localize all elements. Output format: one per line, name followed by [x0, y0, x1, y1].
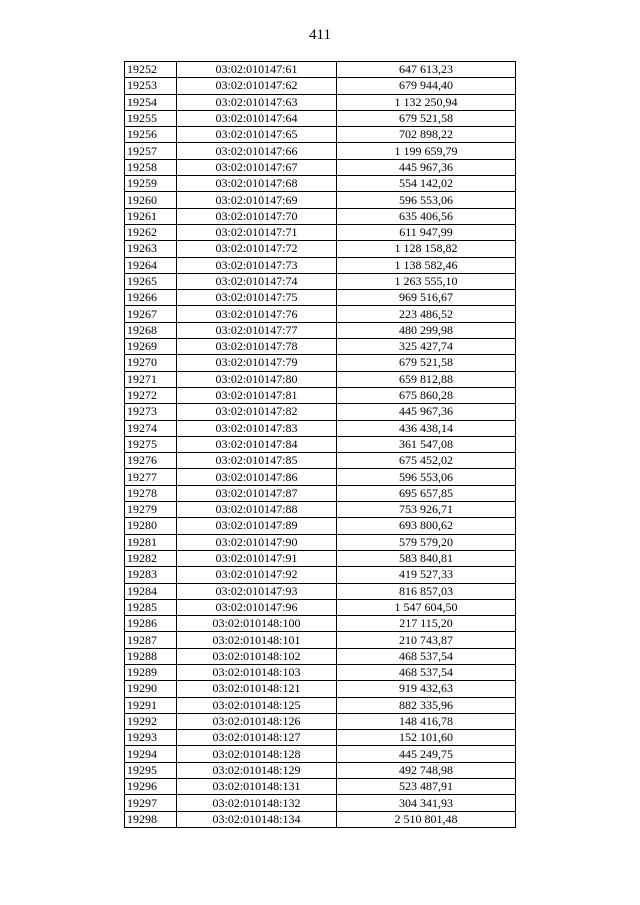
cadastral-number-cell: 03:02:010147:75: [177, 290, 337, 306]
cadastral-value-cell: 468 537,54: [337, 648, 516, 664]
table-row: [125, 599, 516, 615]
cadastral-value-cell: 753 926,71: [337, 502, 516, 518]
cadastral-number-cell: 03:02:010148:127: [177, 730, 337, 746]
table-row: [125, 420, 516, 436]
table-row: [125, 730, 516, 746]
table-row: [125, 62, 516, 78]
cadastral-number-cell: 03:02:010148:103: [177, 664, 337, 680]
row-number-cell: 19284: [125, 583, 177, 599]
cadastral-value-cell: 679 944,40: [337, 78, 516, 94]
cadastral-value-cell: 419 527,33: [337, 567, 516, 583]
row-number-cell: 19273: [125, 404, 177, 420]
cadastral-number-cell: 03:02:010148:121: [177, 681, 337, 697]
row-number-cell: 19260: [125, 192, 177, 208]
row-number-cell: 19256: [125, 127, 177, 143]
cadastral-value-cell: 554 142,02: [337, 176, 516, 192]
row-number-cell: 19268: [125, 322, 177, 338]
table-row: [125, 306, 516, 322]
cadastral-number-cell: 03:02:010148:125: [177, 697, 337, 713]
table-row: [125, 485, 516, 501]
cadastral-value-cell: 492 748,98: [337, 762, 516, 778]
table-row: [125, 290, 516, 306]
cadastral-value-cell: 882 335,96: [337, 697, 516, 713]
cadastral-value-cell: 919 432,63: [337, 681, 516, 697]
cadastral-number-cell: 03:02:010147:79: [177, 355, 337, 371]
row-number-cell: 19278: [125, 485, 177, 501]
table-row: [125, 713, 516, 729]
cadastral-value-cell: 579 579,20: [337, 534, 516, 550]
table-row: [125, 436, 516, 452]
row-number-cell: 19293: [125, 730, 177, 746]
cadastral-number-cell: 03:02:010147:96: [177, 599, 337, 615]
cadastral-number-cell: 03:02:010148:126: [177, 713, 337, 729]
cadastral-number-cell: 03:02:010148:129: [177, 762, 337, 778]
cadastral-value-cell: 480 299,98: [337, 322, 516, 338]
row-number-cell: 19292: [125, 713, 177, 729]
cadastral-value-cell: 152 101,60: [337, 730, 516, 746]
cadastral-number-cell: 03:02:010147:62: [177, 78, 337, 94]
row-number-cell: 19265: [125, 273, 177, 289]
cadastral-value-cell: 445 249,75: [337, 746, 516, 762]
cadastral-value-cell: 675 860,28: [337, 387, 516, 403]
cadastral-number-cell: 03:02:010148:102: [177, 648, 337, 664]
cadastral-value-cell: 1 199 659,79: [337, 143, 516, 159]
table-row: [125, 762, 516, 778]
table-row: [125, 550, 516, 566]
cadastral-value-cell: 210 743,87: [337, 632, 516, 648]
row-number-cell: 19275: [125, 436, 177, 452]
cadastral-number-cell: 03:02:010147:70: [177, 208, 337, 224]
cadastral-value-cell: 1 547 604,50: [337, 599, 516, 615]
row-number-cell: 19285: [125, 599, 177, 615]
table-row: [125, 257, 516, 273]
cadastral-value-cell: 1 263 555,10: [337, 273, 516, 289]
cadastral-number-cell: 03:02:010148:101: [177, 632, 337, 648]
cadastral-value-cell: 361 547,08: [337, 436, 516, 452]
cadastral-number-cell: 03:02:010147:74: [177, 273, 337, 289]
cadastral-value-cell: 647 613,23: [337, 62, 516, 78]
row-number-cell: 19283: [125, 567, 177, 583]
row-number-cell: 19257: [125, 143, 177, 159]
table-row: [125, 583, 516, 599]
table-row: [125, 664, 516, 680]
table-row: [125, 273, 516, 289]
cadastral-number-cell: 03:02:010147:81: [177, 387, 337, 403]
cadastral-number-cell: 03:02:010147:82: [177, 404, 337, 420]
table-row: [125, 681, 516, 697]
cadastral-number-cell: 03:02:010147:76: [177, 306, 337, 322]
row-number-cell: 19294: [125, 746, 177, 762]
row-number-cell: 19277: [125, 469, 177, 485]
cadastral-number-cell: 03:02:010147:85: [177, 453, 337, 469]
table-row: [125, 453, 516, 469]
table-row: [125, 94, 516, 110]
row-number-cell: 19291: [125, 697, 177, 713]
cadastral-value-cell: 816 857,03: [337, 583, 516, 599]
cadastral-value-cell: 148 416,78: [337, 713, 516, 729]
page-number: 411: [309, 27, 331, 43]
table-row: [125, 502, 516, 518]
cadastral-number-cell: 03:02:010147:64: [177, 110, 337, 126]
cadastral-number-cell: 03:02:010147:80: [177, 371, 337, 387]
row-number-cell: 19290: [125, 681, 177, 697]
table-row: [125, 616, 516, 632]
cadastral-value-cell: 445 967,36: [337, 159, 516, 175]
cadastral-number-cell: 03:02:010147:88: [177, 502, 337, 518]
cadastral-number-cell: 03:02:010148:128: [177, 746, 337, 762]
row-number-cell: 19255: [125, 110, 177, 126]
cadastral-number-cell: 03:02:010147:67: [177, 159, 337, 175]
table-row: [125, 78, 516, 94]
cadastral-number-cell: 03:02:010147:65: [177, 127, 337, 143]
cadastral-number-cell: 03:02:010147:87: [177, 485, 337, 501]
cadastral-value-cell: 679 521,58: [337, 110, 516, 126]
cadastral-number-cell: 03:02:010147:92: [177, 567, 337, 583]
cadastral-number-cell: 03:02:010147:69: [177, 192, 337, 208]
row-number-cell: 19295: [125, 762, 177, 778]
table-row: [125, 241, 516, 257]
cadastral-number-cell: 03:02:010147:89: [177, 518, 337, 534]
row-number-cell: 19252: [125, 62, 177, 78]
table-row: [125, 127, 516, 143]
cadastral-value-cell: 223 486,52: [337, 306, 516, 322]
cadastral-value-cell: 217 115,20: [337, 616, 516, 632]
row-number-cell: 19254: [125, 94, 177, 110]
table-row: [125, 339, 516, 355]
row-number-cell: 19289: [125, 664, 177, 680]
cadastral-value-cell: 325 427,74: [337, 339, 516, 355]
table-row: [125, 208, 516, 224]
row-number-cell: 19276: [125, 453, 177, 469]
table-row: [125, 224, 516, 240]
cadastral-value-cell: 693 800,62: [337, 518, 516, 534]
table-row: [125, 632, 516, 648]
cadastral-number-cell: 03:02:010147:68: [177, 176, 337, 192]
cadastral-number-cell: 03:02:010147:93: [177, 583, 337, 599]
cadastral-value-cell: 1 128 158,82: [337, 241, 516, 257]
row-number-cell: 19274: [125, 420, 177, 436]
row-number-cell: 19279: [125, 502, 177, 518]
table-row: [125, 534, 516, 550]
table-row: [125, 795, 516, 811]
cadastral-number-cell: 03:02:010148:131: [177, 779, 337, 795]
cadastral-number-cell: 03:02:010147:66: [177, 143, 337, 159]
table-row: [125, 387, 516, 403]
cadastral-value-cell: 969 516,67: [337, 290, 516, 306]
cadastral-number-cell: 03:02:010147:86: [177, 469, 337, 485]
cadastral-number-cell: 03:02:010148:134: [177, 811, 337, 827]
cadastral-number-cell: 03:02:010147:84: [177, 436, 337, 452]
table-row: [125, 469, 516, 485]
table-row: [125, 779, 516, 795]
table-row: [125, 518, 516, 534]
cadastral-value-cell: 523 487,91: [337, 779, 516, 795]
cadastral-value-cell: 304 341,93: [337, 795, 516, 811]
table-row: [125, 648, 516, 664]
row-number-cell: 19263: [125, 241, 177, 257]
row-number-cell: 19286: [125, 616, 177, 632]
cadastral-value-cell: 1 132 250,94: [337, 94, 516, 110]
table-row: [125, 567, 516, 583]
row-number-cell: 19272: [125, 387, 177, 403]
row-number-cell: 19296: [125, 779, 177, 795]
table-row: [125, 110, 516, 126]
cadastral-value-cell: 679 521,58: [337, 355, 516, 371]
row-number-cell: 19261: [125, 208, 177, 224]
cadastral-value-cell: 468 537,54: [337, 664, 516, 680]
cadastral-value-cell: 695 657,85: [337, 485, 516, 501]
cadastral-number-cell: 03:02:010148:132: [177, 795, 337, 811]
cadastral-number-cell: 03:02:010147:90: [177, 534, 337, 550]
cadastral-value-cell: 702 898,22: [337, 127, 516, 143]
cadastral-value-cell: 596 553,06: [337, 469, 516, 485]
row-number-cell: 19264: [125, 257, 177, 273]
cadastral-value-cell: 611 947,99: [337, 224, 516, 240]
table-row: [125, 159, 516, 175]
cadastral-value-cell: 596 553,06: [337, 192, 516, 208]
table-row: [125, 143, 516, 159]
cadastral-value-cell: 436 438,14: [337, 420, 516, 436]
table-row: [125, 697, 516, 713]
row-number-cell: 19258: [125, 159, 177, 175]
table-row: [125, 192, 516, 208]
cadastral-value-cell: 445 967,36: [337, 404, 516, 420]
table-row: [125, 355, 516, 371]
row-number-cell: 19281: [125, 534, 177, 550]
row-number-cell: 19262: [125, 224, 177, 240]
row-number-cell: 19267: [125, 306, 177, 322]
cadastral-value-cell: 635 406,56: [337, 208, 516, 224]
table-row: [125, 811, 516, 827]
row-number-cell: 19287: [125, 632, 177, 648]
row-number-cell: 19259: [125, 176, 177, 192]
cadastral-number-cell: 03:02:010147:72: [177, 241, 337, 257]
row-number-cell: 19297: [125, 795, 177, 811]
cadastral-number-cell: 03:02:010148:100: [177, 616, 337, 632]
table-row: [125, 404, 516, 420]
cadastral-value-cell: 659 812,88: [337, 371, 516, 387]
row-number-cell: 19298: [125, 811, 177, 827]
cadastral-number-cell: 03:02:010147:83: [177, 420, 337, 436]
table-row: [125, 176, 516, 192]
cadastral-value-cell: 2 510 801,48: [337, 811, 516, 827]
table-row: [125, 746, 516, 762]
row-number-cell: 19280: [125, 518, 177, 534]
table-row: [125, 371, 516, 387]
cadastral-value-table: [124, 61, 516, 828]
row-number-cell: 19270: [125, 355, 177, 371]
table-body: [125, 62, 516, 828]
row-number-cell: 19253: [125, 78, 177, 94]
cadastral-number-cell: 03:02:010147:61: [177, 62, 337, 78]
cadastral-value-cell: 583 840,81: [337, 550, 516, 566]
cadastral-number-cell: 03:02:010147:63: [177, 94, 337, 110]
cadastral-number-cell: 03:02:010147:71: [177, 224, 337, 240]
cadastral-number-cell: 03:02:010147:91: [177, 550, 337, 566]
cadastral-value-cell: 675 452,02: [337, 453, 516, 469]
row-number-cell: 19282: [125, 550, 177, 566]
row-number-cell: 19271: [125, 371, 177, 387]
table-row: [125, 322, 516, 338]
cadastral-value-cell: 1 138 582,46: [337, 257, 516, 273]
cadastral-number-cell: 03:02:010147:77: [177, 322, 337, 338]
row-number-cell: 19266: [125, 290, 177, 306]
row-number-cell: 19269: [125, 339, 177, 355]
row-number-cell: 19288: [125, 648, 177, 664]
cadastral-number-cell: 03:02:010147:73: [177, 257, 337, 273]
cadastral-number-cell: 03:02:010147:78: [177, 339, 337, 355]
